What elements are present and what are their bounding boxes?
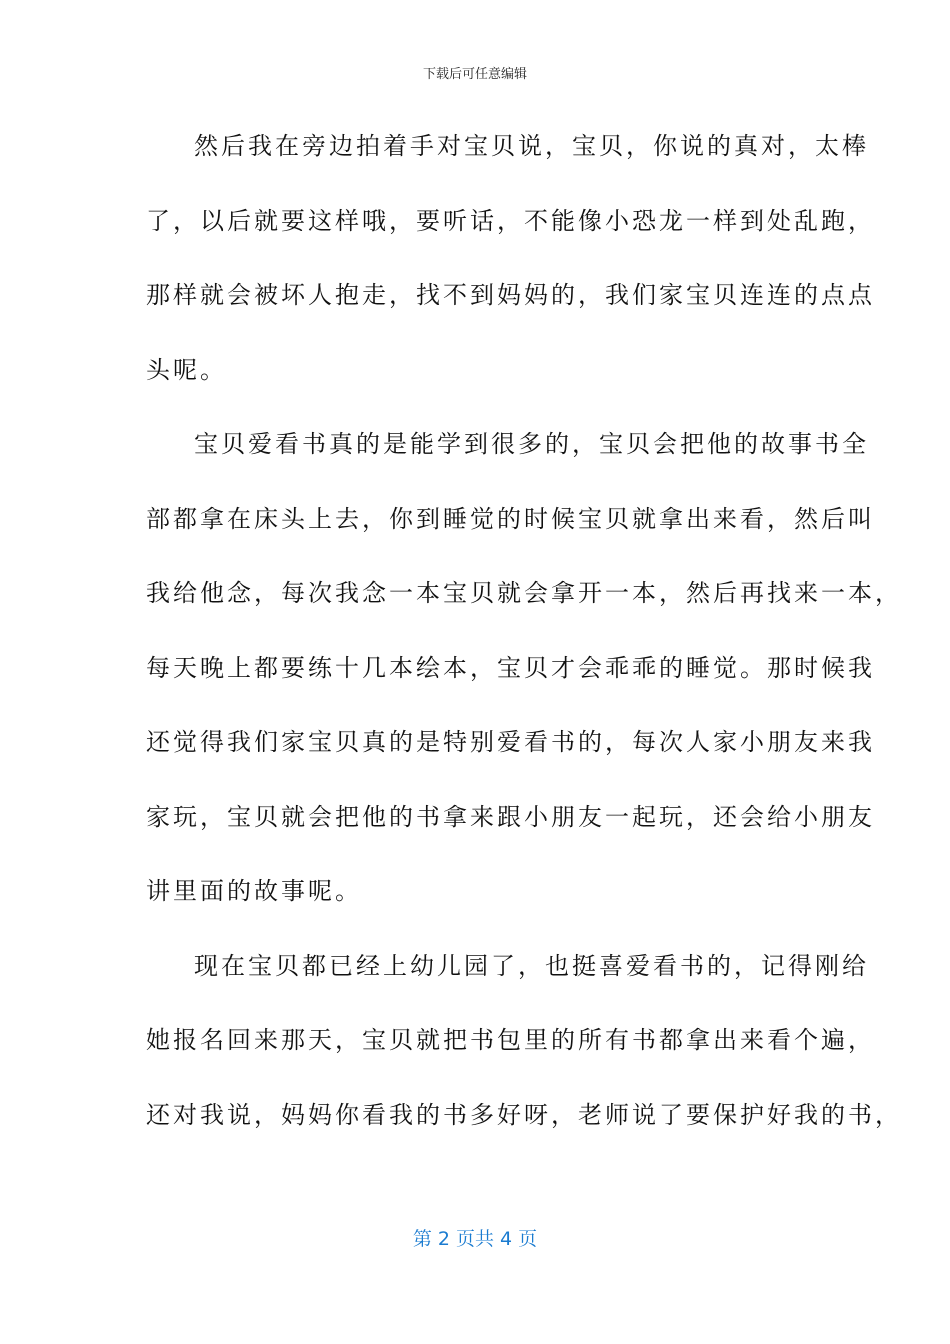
paragraph-2-line-1: 宝贝爱看书真的是能学到很多的，宝贝会把他的故事书全	[194, 430, 869, 458]
paragraph-1-line-4: 头呢。	[146, 355, 227, 384]
paragraph-1-line-3: 那样就会被坏人抱走，找不到妈妈的，我们家宝贝连连的点点	[146, 281, 875, 309]
paragraph-2-line-5: 还觉得我们家宝贝真的是特别爱看书的，每次人家小朋友来我	[146, 728, 875, 756]
paragraph-2-line-4: 每天晚上都要练十几本绘本，宝贝才会乖乖的睡觉。那时候我	[146, 653, 875, 682]
paragraph-1-line-1: 然后我在旁边拍着手对宝贝说，宝贝，你说的真对，太棒	[194, 132, 869, 160]
paragraph-2-line-6: 家玩，宝贝就会把他的书拿来跟小朋友一起玩，还会给小朋友	[146, 802, 875, 831]
paragraph-2-line-2: 部都拿在床头上去，你到睡觉的时候宝贝就拿出来看，然后叫	[146, 504, 875, 533]
paragraph-3-line-1: 现在宝贝都已经上幼儿园了，也挺喜爱看书的，记得刚给	[194, 951, 869, 980]
page-header-note: 下载后可任意编辑	[422, 67, 527, 82]
paragraph-1-line-2: 了，以后就要这样哦，要听话，不能像小恐龙一样到处乱跑，	[146, 206, 875, 235]
document-body	[146, 123, 902, 1166]
page-number-footer: 第 2 页共 4 页	[412, 1228, 538, 1250]
paragraph-2-line-7: 讲里面的故事呢。	[146, 877, 362, 905]
paragraph-3-line-2: 她报名回来那天，宝贝就把书包里的所有书都拿出来看个遍，	[146, 1026, 875, 1054]
paragraph-2-line-3: 我给他念，每次我念一本宝贝就会拿开一本，然后再找来一本，	[146, 579, 902, 607]
paragraph-3-line-3: 还对我说，妈妈你看我的书多好呀，老师说了要保护好我的书，	[146, 1100, 902, 1129]
